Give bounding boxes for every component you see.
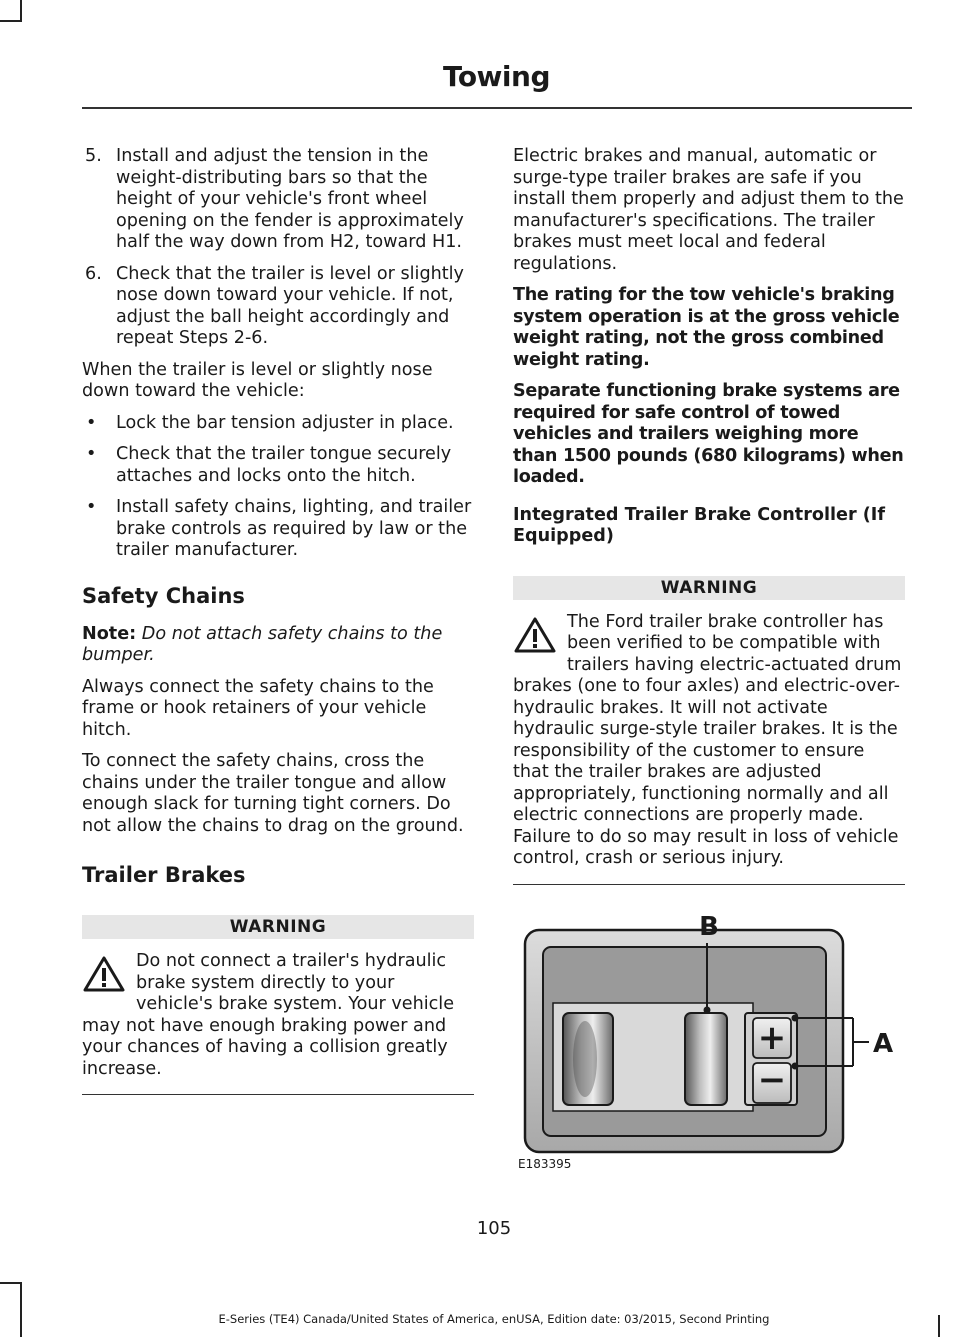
manual-control-lever	[685, 1013, 727, 1105]
list-item	[82, 146, 474, 254]
header-rule	[82, 107, 912, 109]
warning-bar: WARNING	[513, 576, 905, 600]
crop-mark	[0, 1282, 22, 1284]
crop-mark	[0, 20, 22, 22]
note-paragraph	[82, 624, 474, 667]
rating-paragraph: The rating for the tow vehicle's braking system operation is at the gross vehicle weight rating, not the gross combined weight rating.	[513, 285, 900, 370]
figure-code: E183395	[518, 1157, 572, 1171]
bullet-text: Lock the bar tension adjuster in place.	[116, 412, 454, 433]
step-number: 5.	[85, 146, 102, 166]
right-column	[513, 146, 905, 885]
bullet-text: Check that the trailer tongue securely attaches and locks onto the hitch.	[116, 444, 452, 486]
footer-edition: E-Series (TE4) Canada/United States of America, enUSA, Edition date: 03/2015, Second Printing	[218, 1312, 770, 1326]
list-item	[82, 264, 474, 350]
warning-text: The Ford trailer brake controller has been verified to be compatible with trailers having electric-actuated drum brakes (one to four axles) and electric-over-hydraulic brakes. It will not activate hydraulic surge-style trailer brakes. It is the responsibility of the customer to ensure that the trailer brakes are adjusted appropriately, functioning normally and all electric connections are properly made. Failure to do so may result in loss of vehicle control, crash or serious injury.	[513, 611, 902, 868]
trailer-brakes-heading: Trailer Brakes	[82, 863, 246, 887]
step-text: Check that the trailer is level or slightly nose down toward your vehicle. If not, adjust the ball height accordingly and repeat Steps 2-6.	[116, 263, 464, 348]
chains-paragraph-2: To connect the safety chains, cross the chains under the trailer tongue and allow enough slack for turning tight corners. Do not allow the chains to drag on the ground.	[82, 751, 464, 836]
bullet-dot: •	[86, 444, 97, 464]
warning-rule	[513, 884, 905, 885]
crop-mark	[20, 1282, 22, 1337]
warning-triangle-icon	[513, 616, 557, 654]
warning-box	[513, 612, 905, 885]
bullet-list	[82, 413, 474, 562]
bullet-dot: •	[86, 497, 97, 517]
step-text: Install and adjust the tension in the weight-distributing bars so that the height of your vehicle's front wheel opening on the fender is approximately half the way down from H2, toward H1.	[116, 146, 464, 252]
intro-paragraph: When the trailer is level or slightly nose down toward the vehicle:	[82, 359, 433, 401]
plus-glyph: +	[757, 1018, 787, 1058]
callout-a-label: A	[872, 1029, 894, 1059]
brakes-paragraph: Electric brakes and manual, automatic or surge-type trailer brakes are safe if you install them properly and adjust them to the manufacturer's specifications. The trailer brakes must meet local and federal regulations.	[513, 146, 904, 274]
crop-mark	[20, 0, 22, 22]
separate-brakes-paragraph: Separate functioning brake systems are required for safe control of towed vehicles and trailers weighing more than 1500 pounds (680 kilograms) when loaded.	[513, 381, 904, 487]
steps-list	[82, 146, 474, 350]
step-number: 6.	[85, 263, 102, 284]
list-item	[82, 497, 474, 562]
bullet-dot: •	[86, 412, 97, 433]
page-number: 105	[476, 1218, 512, 1239]
warning-box	[82, 951, 474, 1095]
note-text: Do not attach safety chains to the bumper.	[82, 623, 443, 665]
list-item	[82, 413, 474, 435]
note-label: Note:	[82, 623, 137, 644]
safety-chains-heading: Safety Chains	[82, 583, 245, 608]
warning-rule	[82, 1094, 474, 1095]
left-column	[82, 146, 474, 1095]
callout-b-label: B	[699, 912, 719, 942]
minus-glyph: −	[757, 1060, 787, 1100]
controller-heading: Integrated Trailer Brake Controller (If Equipped)	[513, 504, 886, 546]
page-title: Towing	[442, 60, 550, 93]
bullet-text: Install safety chains, lighting, and trailer brake controls as required by law or the trailer manufacturer.	[116, 497, 472, 560]
warning-bar: WARNING	[82, 915, 474, 939]
chains-paragraph-1: Always connect the safety chains to the frame or hook retainers of your vehicle hitch.	[82, 676, 434, 740]
warning-triangle-icon	[82, 955, 126, 993]
list-item	[82, 444, 474, 487]
warning-text: Do not connect a trailer's hydraulic brake system directly to your vehicle's brake system. Your vehicle may not have enough braking power and your chances of having a collision greatly increase.	[82, 951, 455, 1079]
brake-controller-illustration	[513, 905, 905, 1175]
